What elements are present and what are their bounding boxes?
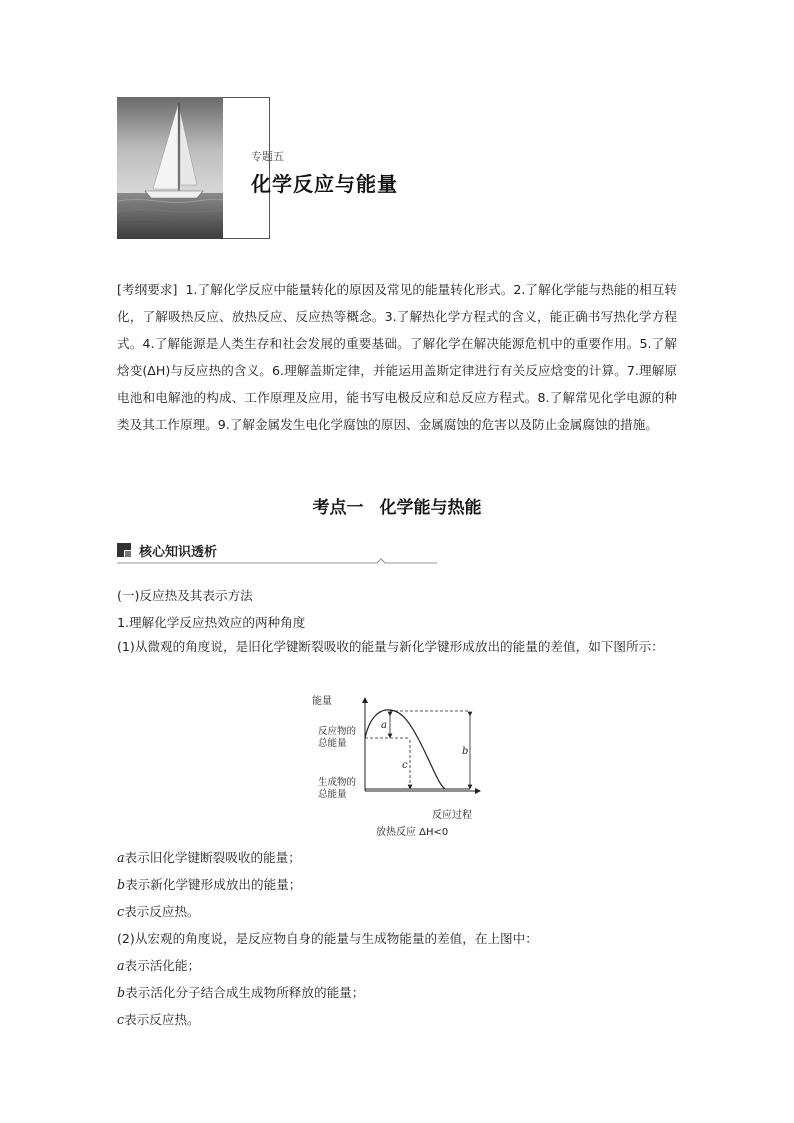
macro-b-text: 表示活化分子结合成生成物所释放的能量； — [125, 985, 365, 1000]
micro-a-text: 表示旧化学键断裂吸收的能量； — [124, 850, 301, 865]
chapter-title: 化学反应与能量 — [251, 172, 398, 196]
micro-b-text: 表示新化学键形成放出的能量； — [125, 877, 302, 892]
micro-c — [117, 901, 200, 920]
var-b: b — [117, 877, 126, 892]
section-title: 化学能与热能 — [379, 498, 482, 518]
sailboat-image — [117, 97, 223, 239]
label-b: b — [462, 746, 469, 757]
knowledge-title: 核心知识透析 — [139, 545, 218, 560]
requirements-tag: [考纲要求] — [117, 282, 178, 297]
macro-a — [117, 955, 200, 974]
micro-b — [117, 874, 301, 893]
topic-label: 专题五 — [251, 150, 284, 163]
section-heading — [0, 493, 794, 518]
micro-a — [117, 847, 301, 866]
divider-line — [117, 558, 437, 566]
requirements-text: 1.了解化学反应中能量转化的原因及常见的能量转化形式。2.了解化学能与热能的相互转化，了解吸热反应、放热反应、反应热等概念。3.了解热化学方程式的含义，能正确书写热化学方程式。4.了解能源是人类生存和社会发展的重要基础。了解化学在解决能源危机中的重要作用。5.了解焓变(ΔH)与反应热的含义。6.理解盖斯定律，并能运用盖斯定律进行有关反应焓变的计算。7.理解原电池和电解池的构成、工作原理及应用，能书写电极反应和总反应方程式。8.了解常见化学电源的种类及其工作原理。9.了解金属发生电化学腐蚀的原因、金属腐蚀的危害以及防止金属腐蚀的措施。 — [117, 282, 677, 432]
macro-c — [117, 1009, 200, 1028]
reactant-energy-label: 反应物的总能量 — [318, 726, 357, 749]
macro-b — [117, 982, 364, 1001]
macro-a-text: 表示活化能； — [124, 958, 201, 973]
macro-paragraph: (2)从宏观的角度说，是反应物自身的能量与生成物能量的差值，在上图中： — [117, 931, 538, 946]
label-a: a — [381, 720, 387, 731]
square-icon — [117, 543, 131, 557]
macro-c-text: 表示反应热。 — [124, 1012, 200, 1027]
micro-c-text: 表示反应热。 — [124, 904, 200, 919]
reaction-curve — [365, 710, 445, 789]
exam-requirements — [117, 276, 677, 438]
var-c: c — [117, 1012, 125, 1027]
var-b: b — [117, 985, 126, 1000]
energy-diagram — [310, 688, 490, 838]
var-c: c — [117, 904, 125, 919]
x-axis-label: 反应过程 — [432, 810, 472, 821]
product-energy-label: 生成物的总能量 — [318, 777, 357, 800]
diagram-caption: 放热反应 ΔH<0 — [376, 827, 449, 838]
micro-paragraph: (1)从微观的角度说，是旧化学键断裂吸收的能量与新化学键形成放出的能量的差值，如下图所示： — [117, 639, 664, 654]
point-1: 1.理解化学反应热效应的两种角度 — [117, 615, 306, 630]
knowledge-header — [117, 540, 437, 566]
y-axis-label: 能量 — [312, 696, 332, 707]
var-a: a — [117, 850, 125, 865]
section-number: 考点一 — [312, 498, 364, 518]
var-a: a — [117, 958, 125, 973]
subheading-1: (一)反应热及其表示方法 — [117, 588, 253, 603]
label-c: c — [402, 760, 408, 771]
